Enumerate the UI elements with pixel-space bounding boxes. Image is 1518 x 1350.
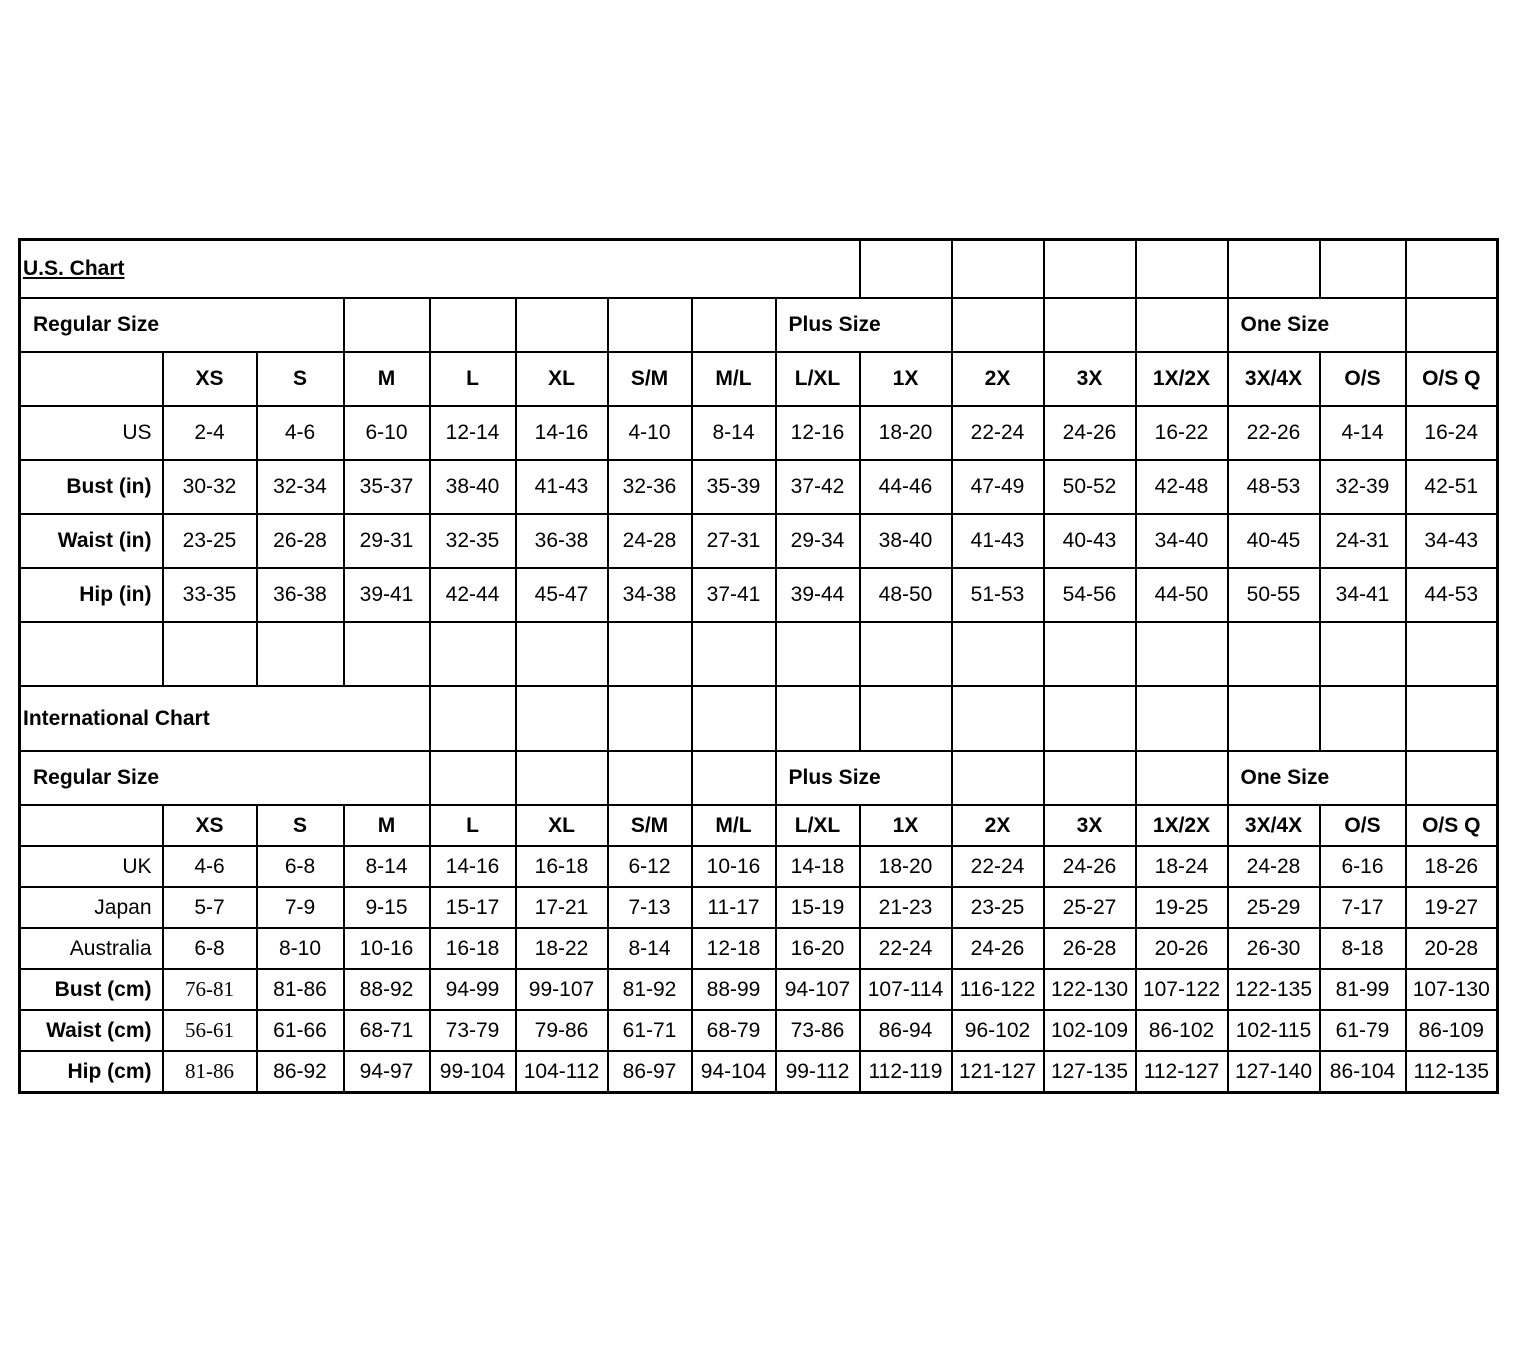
measurement-cell: 99-112 xyxy=(776,1051,860,1093)
us-chart-title: U.S. Chart xyxy=(20,240,860,299)
size-header: M xyxy=(344,805,430,846)
empty-cell xyxy=(860,686,952,751)
measurement-cell: 39-41 xyxy=(344,568,430,622)
measurement-cell: 88-99 xyxy=(692,969,776,1010)
measurement-cell: 20-28 xyxy=(1406,928,1498,969)
empty-cell xyxy=(952,298,1044,352)
measurement-cell: 4-6 xyxy=(163,846,257,887)
measurement-cell: 17-21 xyxy=(516,887,608,928)
measurement-cell: 2-4 xyxy=(163,406,257,460)
measurement-cell: 16-24 xyxy=(1406,406,1498,460)
empty-cell xyxy=(1044,622,1136,686)
measurement-cell: 42-48 xyxy=(1136,460,1228,514)
empty-cell xyxy=(344,298,430,352)
measurement-cell: 94-104 xyxy=(692,1051,776,1093)
empty-cell xyxy=(430,622,516,686)
empty-cell xyxy=(776,622,860,686)
empty-cell xyxy=(952,686,1044,751)
empty-cell xyxy=(692,751,776,805)
size-header: 3X/4X xyxy=(1228,352,1320,406)
measurement-cell: 12-14 xyxy=(430,406,516,460)
measurement-cell: 34-38 xyxy=(608,568,692,622)
measurement-cell: 44-53 xyxy=(1406,568,1498,622)
measurement-cell: 34-43 xyxy=(1406,514,1498,568)
size-header: M/L xyxy=(692,805,776,846)
measurement-cell: 48-53 xyxy=(1228,460,1320,514)
empty-cell xyxy=(430,686,516,751)
measurement-cell: 86-92 xyxy=(257,1051,344,1093)
size-header: 1X/2X xyxy=(1136,805,1228,846)
size-header: O/S xyxy=(1320,805,1406,846)
measurement-cell: 41-43 xyxy=(952,514,1044,568)
measurement-cell: 27-31 xyxy=(692,514,776,568)
measurement-cell: 33-35 xyxy=(163,568,257,622)
size-header: L/XL xyxy=(776,352,860,406)
size-header: XS xyxy=(163,805,257,846)
measurement-cell: 122-130 xyxy=(1044,969,1136,1010)
measurement-cell: 11-17 xyxy=(692,887,776,928)
measurement-cell: 6-12 xyxy=(608,846,692,887)
measurement-cell: 21-23 xyxy=(860,887,952,928)
measurement-cell: 99-104 xyxy=(430,1051,516,1093)
empty-cell xyxy=(1228,622,1320,686)
row-label: Bust (in) xyxy=(20,460,163,514)
measurement-cell: 127-140 xyxy=(1228,1051,1320,1093)
empty-cell xyxy=(776,686,860,751)
measurement-cell: 12-18 xyxy=(692,928,776,969)
measurement-cell: 34-40 xyxy=(1136,514,1228,568)
row-label: Waist (cm) xyxy=(20,1010,163,1051)
size-header: S/M xyxy=(608,352,692,406)
table-row xyxy=(20,406,1498,460)
size-header: 1X xyxy=(860,805,952,846)
size-header: 2X xyxy=(952,805,1044,846)
measurement-cell: 40-45 xyxy=(1228,514,1320,568)
table-row xyxy=(20,568,1498,622)
measurement-cell: 86-102 xyxy=(1136,1010,1228,1051)
measurement-cell: 4-14 xyxy=(1320,406,1406,460)
empty-cell xyxy=(163,622,257,686)
empty-cell xyxy=(1044,298,1136,352)
size-header: S xyxy=(257,805,344,846)
measurement-cell: 107-114 xyxy=(860,969,952,1010)
intl-regular-size-label: Regular Size xyxy=(20,751,430,805)
measurement-cell: 47-49 xyxy=(952,460,1044,514)
empty-cell xyxy=(860,240,952,299)
measurement-cell: 86-109 xyxy=(1406,1010,1498,1051)
empty-cell xyxy=(516,298,608,352)
measurement-cell: 34-41 xyxy=(1320,568,1406,622)
size-header: L xyxy=(430,352,516,406)
measurement-cell: 42-44 xyxy=(430,568,516,622)
table-row xyxy=(20,928,1498,969)
measurement-cell: 44-46 xyxy=(860,460,952,514)
empty-cell xyxy=(516,751,608,805)
measurement-cell: 26-30 xyxy=(1228,928,1320,969)
measurement-cell: 25-29 xyxy=(1228,887,1320,928)
measurement-cell: 112-135 xyxy=(1406,1051,1498,1093)
measurement-cell: 8-14 xyxy=(692,406,776,460)
measurement-cell: 122-135 xyxy=(1228,969,1320,1010)
us-size-header-row xyxy=(20,352,1498,406)
measurement-cell: 112-127 xyxy=(1136,1051,1228,1093)
empty-cell xyxy=(608,751,692,805)
measurement-cell: 7-17 xyxy=(1320,887,1406,928)
empty-cell xyxy=(430,298,516,352)
measurement-cell: 26-28 xyxy=(1044,928,1136,969)
measurement-cell: 81-99 xyxy=(1320,969,1406,1010)
size-header: O/S xyxy=(1320,352,1406,406)
table-row xyxy=(20,846,1498,887)
measurement-cell: 8-14 xyxy=(608,928,692,969)
intl-one-size-label: One Size xyxy=(1228,751,1406,805)
measurement-cell: 104-112 xyxy=(516,1051,608,1093)
measurement-cell: 41-43 xyxy=(516,460,608,514)
us-plus-size-label: Plus Size xyxy=(776,298,952,352)
size-header: 1X xyxy=(860,352,952,406)
empty-cell xyxy=(1136,240,1228,299)
measurement-cell: 32-34 xyxy=(257,460,344,514)
table-row xyxy=(20,1010,1498,1051)
empty-cell xyxy=(257,622,344,686)
measurement-cell: 14-16 xyxy=(430,846,516,887)
measurement-cell: 12-16 xyxy=(776,406,860,460)
size-header: 2X xyxy=(952,352,1044,406)
measurement-cell: 22-24 xyxy=(952,406,1044,460)
table-row xyxy=(20,969,1498,1010)
measurement-cell: 61-79 xyxy=(1320,1010,1406,1051)
measurement-cell: 37-41 xyxy=(692,568,776,622)
measurement-cell: 86-104 xyxy=(1320,1051,1406,1093)
measurement-cell: 96-102 xyxy=(952,1010,1044,1051)
measurement-cell: 14-18 xyxy=(776,846,860,887)
empty-cell xyxy=(1406,622,1498,686)
us-one-size-label: One Size xyxy=(1228,298,1406,352)
measurement-cell: 14-16 xyxy=(516,406,608,460)
measurement-cell: 56-61 xyxy=(163,1010,257,1051)
intl-chart-title-row xyxy=(20,686,1498,751)
measurement-cell: 38-40 xyxy=(430,460,516,514)
measurement-cell: 8-10 xyxy=(257,928,344,969)
empty-cell xyxy=(952,240,1044,299)
measurement-cell: 6-10 xyxy=(344,406,430,460)
empty-cell xyxy=(516,622,608,686)
measurement-cell: 15-17 xyxy=(430,887,516,928)
measurement-cell: 68-79 xyxy=(692,1010,776,1051)
row-label: Hip (cm) xyxy=(20,1051,163,1093)
empty-cell xyxy=(952,751,1044,805)
empty-cell xyxy=(1044,751,1136,805)
empty-cell xyxy=(1406,686,1498,751)
measurement-cell: 48-50 xyxy=(860,568,952,622)
us-regular-size-label: Regular Size xyxy=(20,298,344,352)
measurement-cell: 6-8 xyxy=(163,928,257,969)
measurement-cell: 50-55 xyxy=(1228,568,1320,622)
size-header: XL xyxy=(516,352,608,406)
measurement-cell: 18-20 xyxy=(860,406,952,460)
empty-cell xyxy=(1320,622,1406,686)
table-row xyxy=(20,1051,1498,1093)
table-row xyxy=(20,887,1498,928)
empty-cell xyxy=(692,622,776,686)
empty-cell xyxy=(608,622,692,686)
intl-plus-size-label: Plus Size xyxy=(776,751,952,805)
measurement-cell: 22-24 xyxy=(860,928,952,969)
empty-cell xyxy=(344,622,430,686)
size-header: 3X/4X xyxy=(1228,805,1320,846)
size-header: O/S Q xyxy=(1406,805,1498,846)
measurement-cell: 45-47 xyxy=(516,568,608,622)
size-header: XL xyxy=(516,805,608,846)
measurement-cell: 18-24 xyxy=(1136,846,1228,887)
row-label: Japan xyxy=(20,887,163,928)
size-header: L/XL xyxy=(776,805,860,846)
measurement-cell: 10-16 xyxy=(692,846,776,887)
measurement-cell: 29-31 xyxy=(344,514,430,568)
measurement-cell: 19-25 xyxy=(1136,887,1228,928)
row-label: Australia xyxy=(20,928,163,969)
measurement-cell: 29-34 xyxy=(776,514,860,568)
measurement-cell: 24-28 xyxy=(608,514,692,568)
empty-cell xyxy=(1228,686,1320,751)
row-label: UK xyxy=(20,846,163,887)
measurement-cell: 23-25 xyxy=(952,887,1044,928)
measurement-cell: 16-18 xyxy=(516,846,608,887)
measurement-cell: 32-36 xyxy=(608,460,692,514)
measurement-cell: 36-38 xyxy=(516,514,608,568)
measurement-cell: 81-92 xyxy=(608,969,692,1010)
measurement-cell: 6-16 xyxy=(1320,846,1406,887)
table-row xyxy=(20,460,1498,514)
measurement-cell: 36-38 xyxy=(257,568,344,622)
measurement-cell: 35-39 xyxy=(692,460,776,514)
measurement-cell: 32-39 xyxy=(1320,460,1406,514)
measurement-cell: 5-7 xyxy=(163,887,257,928)
measurement-cell: 73-79 xyxy=(430,1010,516,1051)
measurement-cell: 94-99 xyxy=(430,969,516,1010)
measurement-cell: 107-122 xyxy=(1136,969,1228,1010)
measurement-cell: 68-71 xyxy=(344,1010,430,1051)
row-label: Waist (in) xyxy=(20,514,163,568)
measurement-cell: 116-122 xyxy=(952,969,1044,1010)
us-group-row xyxy=(20,298,1498,352)
measurement-cell: 25-27 xyxy=(1044,887,1136,928)
empty-cell xyxy=(516,686,608,751)
table-row xyxy=(20,514,1498,568)
size-chart-table xyxy=(18,238,1499,1094)
empty-cell xyxy=(430,751,516,805)
measurement-cell: 50-52 xyxy=(1044,460,1136,514)
measurement-cell: 112-119 xyxy=(860,1051,952,1093)
empty-cell xyxy=(20,352,163,406)
empty-cell xyxy=(20,622,163,686)
size-header: S xyxy=(257,352,344,406)
intl-size-header-row xyxy=(20,805,1498,846)
us-chart-title-row xyxy=(20,240,1498,299)
empty-cell xyxy=(692,298,776,352)
measurement-cell: 15-19 xyxy=(776,887,860,928)
size-header: M/L xyxy=(692,352,776,406)
measurement-cell: 24-26 xyxy=(1044,406,1136,460)
measurement-cell: 61-66 xyxy=(257,1010,344,1051)
row-label: Hip (in) xyxy=(20,568,163,622)
measurement-cell: 24-28 xyxy=(1228,846,1320,887)
measurement-cell: 22-24 xyxy=(952,846,1044,887)
measurement-cell: 107-130 xyxy=(1406,969,1498,1010)
measurement-cell: 19-27 xyxy=(1406,887,1498,928)
measurement-cell: 18-20 xyxy=(860,846,952,887)
spacer-row xyxy=(20,622,1498,686)
measurement-cell: 102-115 xyxy=(1228,1010,1320,1051)
measurement-cell: 24-26 xyxy=(1044,846,1136,887)
measurement-cell: 54-56 xyxy=(1044,568,1136,622)
measurement-cell: 7-13 xyxy=(608,887,692,928)
measurement-cell: 61-71 xyxy=(608,1010,692,1051)
measurement-cell: 40-43 xyxy=(1044,514,1136,568)
measurement-cell: 94-97 xyxy=(344,1051,430,1093)
size-header: 3X xyxy=(1044,805,1136,846)
measurement-cell: 18-26 xyxy=(1406,846,1498,887)
empty-cell xyxy=(1136,298,1228,352)
row-label: US xyxy=(20,406,163,460)
empty-cell xyxy=(1320,240,1406,299)
size-header: 3X xyxy=(1044,352,1136,406)
empty-cell xyxy=(20,805,163,846)
measurement-cell: 22-26 xyxy=(1228,406,1320,460)
intl-chart-title: International Chart xyxy=(20,686,430,751)
empty-cell xyxy=(1044,240,1136,299)
measurement-cell: 26-28 xyxy=(257,514,344,568)
measurement-cell: 121-127 xyxy=(952,1051,1044,1093)
measurement-cell: 16-18 xyxy=(430,928,516,969)
measurement-cell: 30-32 xyxy=(163,460,257,514)
measurement-cell: 23-25 xyxy=(163,514,257,568)
measurement-cell: 38-40 xyxy=(860,514,952,568)
measurement-cell: 44-50 xyxy=(1136,568,1228,622)
measurement-cell: 7-9 xyxy=(257,887,344,928)
empty-cell xyxy=(1228,240,1320,299)
measurement-cell: 8-14 xyxy=(344,846,430,887)
row-label: Bust (cm) xyxy=(20,969,163,1010)
measurement-cell: 39-44 xyxy=(776,568,860,622)
size-header: O/S Q xyxy=(1406,352,1498,406)
measurement-cell: 76-81 xyxy=(163,969,257,1010)
measurement-cell: 35-37 xyxy=(344,460,430,514)
empty-cell xyxy=(692,686,776,751)
measurement-cell: 24-31 xyxy=(1320,514,1406,568)
measurement-cell: 10-16 xyxy=(344,928,430,969)
measurement-cell: 6-8 xyxy=(257,846,344,887)
empty-cell xyxy=(860,622,952,686)
measurement-cell: 79-86 xyxy=(516,1010,608,1051)
empty-cell xyxy=(1136,622,1228,686)
measurement-cell: 32-35 xyxy=(430,514,516,568)
size-header: 1X/2X xyxy=(1136,352,1228,406)
size-header: L xyxy=(430,805,516,846)
measurement-cell: 102-109 xyxy=(1044,1010,1136,1051)
measurement-cell: 73-86 xyxy=(776,1010,860,1051)
measurement-cell: 24-26 xyxy=(952,928,1044,969)
empty-cell xyxy=(1136,751,1228,805)
empty-cell xyxy=(1320,686,1406,751)
measurement-cell: 86-97 xyxy=(608,1051,692,1093)
measurement-cell: 51-53 xyxy=(952,568,1044,622)
measurement-cell: 81-86 xyxy=(257,969,344,1010)
measurement-cell: 88-92 xyxy=(344,969,430,1010)
measurement-cell: 18-22 xyxy=(516,928,608,969)
empty-cell xyxy=(608,298,692,352)
empty-cell xyxy=(608,686,692,751)
empty-cell xyxy=(1044,686,1136,751)
size-header: S/M xyxy=(608,805,692,846)
size-header: XS xyxy=(163,352,257,406)
measurement-cell: 99-107 xyxy=(516,969,608,1010)
empty-cell xyxy=(1136,686,1228,751)
measurement-cell: 16-22 xyxy=(1136,406,1228,460)
measurement-cell: 4-10 xyxy=(608,406,692,460)
measurement-cell: 8-18 xyxy=(1320,928,1406,969)
measurement-cell: 127-135 xyxy=(1044,1051,1136,1093)
measurement-cell: 94-107 xyxy=(776,969,860,1010)
measurement-cell: 42-51 xyxy=(1406,460,1498,514)
measurement-cell: 81-86 xyxy=(163,1051,257,1093)
measurement-cell: 37-42 xyxy=(776,460,860,514)
size-header: M xyxy=(344,352,430,406)
empty-cell xyxy=(1406,240,1498,299)
empty-cell xyxy=(952,622,1044,686)
measurement-cell: 86-94 xyxy=(860,1010,952,1051)
intl-group-row xyxy=(20,751,1498,805)
measurement-cell: 20-26 xyxy=(1136,928,1228,969)
measurement-cell: 9-15 xyxy=(344,887,430,928)
measurement-cell: 16-20 xyxy=(776,928,860,969)
measurement-cell: 4-6 xyxy=(257,406,344,460)
